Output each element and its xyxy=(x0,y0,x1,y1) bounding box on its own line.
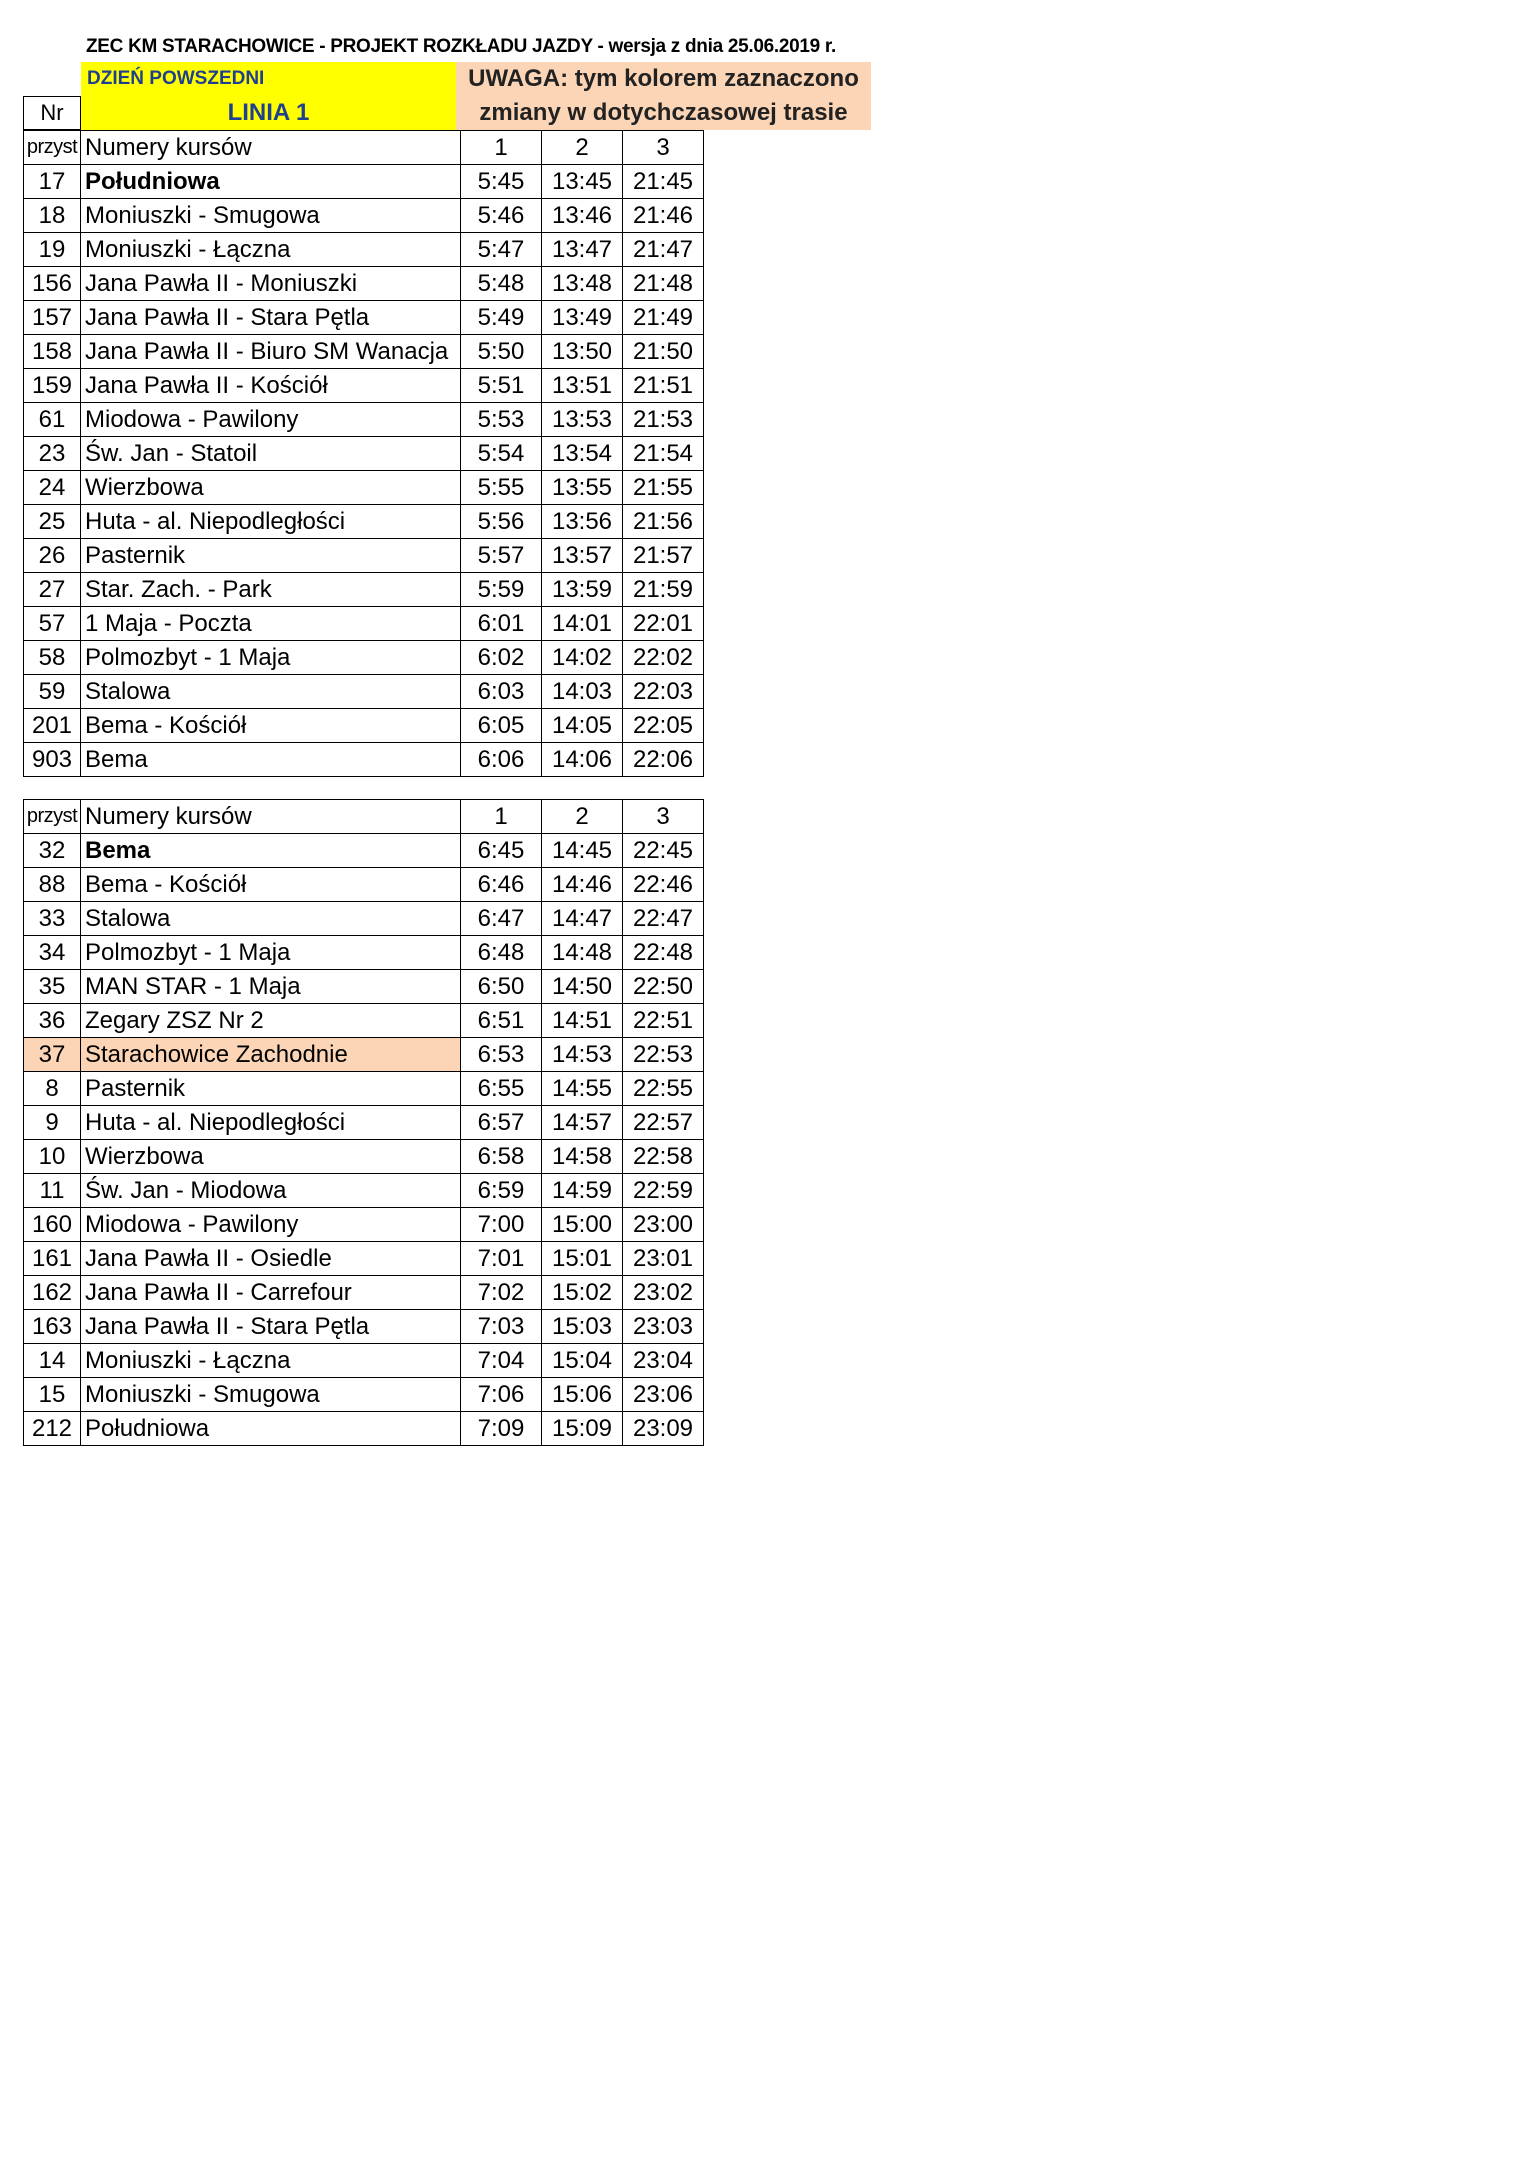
stop-number: 18 xyxy=(24,199,81,233)
departure-time: 5:56 xyxy=(461,505,542,539)
departure-time: 6:57 xyxy=(461,1106,542,1140)
stop-name: Południowa xyxy=(81,165,461,199)
stop-number: 14 xyxy=(24,1344,81,1378)
departure-time: 5:59 xyxy=(461,573,542,607)
departure-time: 14:06 xyxy=(542,743,623,777)
table-row xyxy=(24,539,704,573)
table-row xyxy=(24,868,704,902)
departure-time: 21:56 xyxy=(623,505,704,539)
stop-number: 24 xyxy=(24,471,81,505)
departure-time: 21:47 xyxy=(623,233,704,267)
departure-time: 15:04 xyxy=(542,1344,623,1378)
table-row xyxy=(24,641,704,675)
departure-time: 5:55 xyxy=(461,471,542,505)
departure-time: 7:01 xyxy=(461,1242,542,1276)
stop-name: Jana Pawła II - Moniuszki xyxy=(81,267,461,301)
stop-number: 33 xyxy=(24,902,81,936)
departure-time: 6:47 xyxy=(461,902,542,936)
departure-time: 5:49 xyxy=(461,301,542,335)
departure-time: 6:46 xyxy=(461,868,542,902)
departure-time: 15:03 xyxy=(542,1310,623,1344)
departure-time: 22:59 xyxy=(623,1174,704,1208)
departure-time: 14:48 xyxy=(542,936,623,970)
stop-number: 37 xyxy=(24,1038,81,1072)
table-row xyxy=(24,437,704,471)
departure-time: 5:45 xyxy=(461,165,542,199)
table-row xyxy=(24,1310,704,1344)
departure-time: 15:00 xyxy=(542,1208,623,1242)
departure-time: 22:01 xyxy=(623,607,704,641)
stop-name: Bema xyxy=(81,743,461,777)
stop-name: Św. Jan - Miodowa xyxy=(81,1174,461,1208)
stop-number: 156 xyxy=(24,267,81,301)
table-header-row xyxy=(24,131,704,165)
departure-time: 14:46 xyxy=(542,868,623,902)
nr-header: Nr xyxy=(23,96,81,130)
stop-number: 160 xyxy=(24,1208,81,1242)
document-title: ZEC KM STARACHOWICE - PROJEKT ROZKŁADU JAZDY - wersja z dnia 25.06.2019 r. xyxy=(86,36,836,57)
stop-number: 15 xyxy=(24,1378,81,1412)
departure-time: 23:01 xyxy=(623,1242,704,1276)
departure-time: 14:53 xyxy=(542,1038,623,1072)
trip-numbers-header: Numery kursów xyxy=(81,800,461,834)
stop-name: Star. Zach. - Park xyxy=(81,573,461,607)
departure-time: 22:06 xyxy=(623,743,704,777)
table-row xyxy=(24,936,704,970)
stop-number: 35 xyxy=(24,970,81,1004)
departure-time: 21:53 xyxy=(623,403,704,437)
departure-time: 7:09 xyxy=(461,1412,542,1446)
stop-number: 27 xyxy=(24,573,81,607)
departure-time: 13:55 xyxy=(542,471,623,505)
table-row xyxy=(24,199,704,233)
departure-time: 22:51 xyxy=(623,1004,704,1038)
departure-time: 14:47 xyxy=(542,902,623,936)
departure-time: 23:06 xyxy=(623,1378,704,1412)
departure-time: 22:02 xyxy=(623,641,704,675)
stop-name: Stalowa xyxy=(81,675,461,709)
stop-name: Miodowa - Pawilony xyxy=(81,403,461,437)
table-row xyxy=(24,1242,704,1276)
table-row xyxy=(24,573,704,607)
departure-time: 5:51 xyxy=(461,369,542,403)
stop-number: 17 xyxy=(24,165,81,199)
table-row xyxy=(24,1208,704,1242)
trip-number: 1 xyxy=(461,131,542,165)
departure-time: 7:03 xyxy=(461,1310,542,1344)
table-row xyxy=(24,403,704,437)
stop-number: 26 xyxy=(24,539,81,573)
departure-time: 6:48 xyxy=(461,936,542,970)
table-row xyxy=(24,335,704,369)
departure-time: 7:00 xyxy=(461,1208,542,1242)
departure-time: 15:09 xyxy=(542,1412,623,1446)
departure-time: 6:55 xyxy=(461,1072,542,1106)
departure-time: 14:05 xyxy=(542,709,623,743)
table-row xyxy=(24,1072,704,1106)
stop-name: Polmozbyt - 1 Maja xyxy=(81,936,461,970)
table-row xyxy=(24,1276,704,1310)
table-row xyxy=(24,743,704,777)
departure-time: 13:47 xyxy=(542,233,623,267)
departure-time: 23:00 xyxy=(623,1208,704,1242)
trip-number: 2 xyxy=(542,131,623,165)
stop-number: 159 xyxy=(24,369,81,403)
stop-number: 10 xyxy=(24,1140,81,1174)
table-row xyxy=(24,1412,704,1446)
departure-time: 5:53 xyxy=(461,403,542,437)
table-row xyxy=(24,1004,704,1038)
departure-time: 13:49 xyxy=(542,301,623,335)
table-row xyxy=(24,675,704,709)
stop-number: 23 xyxy=(24,437,81,471)
departure-time: 5:57 xyxy=(461,539,542,573)
departure-time: 6:53 xyxy=(461,1038,542,1072)
departure-time: 21:59 xyxy=(623,573,704,607)
table-row xyxy=(24,1378,704,1412)
departure-time: 14:51 xyxy=(542,1004,623,1038)
departure-time: 6:58 xyxy=(461,1140,542,1174)
stop-number: 61 xyxy=(24,403,81,437)
departure-time: 22:45 xyxy=(623,834,704,868)
departure-time: 23:02 xyxy=(623,1276,704,1310)
departure-time: 13:48 xyxy=(542,267,623,301)
stop-number-header: przyst xyxy=(24,800,81,834)
departure-time: 13:51 xyxy=(542,369,623,403)
stop-name: Polmozbyt - 1 Maja xyxy=(81,641,461,675)
table-header-row xyxy=(24,800,704,834)
departure-time: 13:59 xyxy=(542,573,623,607)
departure-time: 6:50 xyxy=(461,970,542,1004)
departure-time: 23:09 xyxy=(623,1412,704,1446)
stop-name: Wierzbowa xyxy=(81,1140,461,1174)
trip-number: 3 xyxy=(623,800,704,834)
stop-name: Wierzbowa xyxy=(81,471,461,505)
stop-name: Pasternik xyxy=(81,539,461,573)
stop-name: Jana Pawła II - Stara Pętla xyxy=(81,1310,461,1344)
departure-time: 7:06 xyxy=(461,1378,542,1412)
departure-time: 14:45 xyxy=(542,834,623,868)
departure-time: 13:56 xyxy=(542,505,623,539)
departure-time: 6:51 xyxy=(461,1004,542,1038)
stop-number: 162 xyxy=(24,1276,81,1310)
table-row xyxy=(24,607,704,641)
table-row xyxy=(24,970,704,1004)
departure-time: 14:50 xyxy=(542,970,623,1004)
stop-number: 58 xyxy=(24,641,81,675)
departure-time: 21:50 xyxy=(623,335,704,369)
timetable-outbound xyxy=(23,130,704,777)
departure-time: 5:46 xyxy=(461,199,542,233)
stop-number-header: przyst xyxy=(24,131,81,165)
stop-name: Starachowice Zachodnie xyxy=(81,1038,461,1072)
stop-name: Jana Pawła II - Stara Pętla xyxy=(81,301,461,335)
departure-time: 7:02 xyxy=(461,1276,542,1310)
stop-name: Jana Pawła II - Osiedle xyxy=(81,1242,461,1276)
stop-name: Miodowa - Pawilony xyxy=(81,1208,461,1242)
departure-time: 14:02 xyxy=(542,641,623,675)
stop-number: 19 xyxy=(24,233,81,267)
stop-name: Bema xyxy=(81,834,461,868)
line-label: LINIA 1 xyxy=(81,96,456,130)
departure-time: 6:01 xyxy=(461,607,542,641)
stop-name: Huta - al. Niepodległości xyxy=(81,505,461,539)
stop-number: 57 xyxy=(24,607,81,641)
departure-time: 15:06 xyxy=(542,1378,623,1412)
departure-time: 13:54 xyxy=(542,437,623,471)
departure-time: 14:55 xyxy=(542,1072,623,1106)
table-row xyxy=(24,471,704,505)
table-row xyxy=(24,709,704,743)
departure-time: 22:46 xyxy=(623,868,704,902)
stop-number: 158 xyxy=(24,335,81,369)
departure-time: 5:54 xyxy=(461,437,542,471)
stop-name: Moniuszki - Smugowa xyxy=(81,199,461,233)
table-row xyxy=(24,1140,704,1174)
departure-time: 22:58 xyxy=(623,1140,704,1174)
departure-time: 14:03 xyxy=(542,675,623,709)
table-row xyxy=(24,834,704,868)
stop-name: Św. Jan - Statoil xyxy=(81,437,461,471)
departure-time: 21:55 xyxy=(623,471,704,505)
departure-time: 15:02 xyxy=(542,1276,623,1310)
departure-time: 14:59 xyxy=(542,1174,623,1208)
departure-time: 14:58 xyxy=(542,1140,623,1174)
departure-time: 5:50 xyxy=(461,335,542,369)
timetable-return xyxy=(23,799,704,1446)
table-row xyxy=(24,505,704,539)
stop-number: 59 xyxy=(24,675,81,709)
table-row xyxy=(24,301,704,335)
departure-time: 23:04 xyxy=(623,1344,704,1378)
departure-time: 13:45 xyxy=(542,165,623,199)
departure-time: 6:45 xyxy=(461,834,542,868)
departure-time: 14:57 xyxy=(542,1106,623,1140)
stop-name: Huta - al. Niepodległości xyxy=(81,1106,461,1140)
departure-time: 6:02 xyxy=(461,641,542,675)
departure-time: 6:59 xyxy=(461,1174,542,1208)
departure-time: 6:03 xyxy=(461,675,542,709)
stop-number: 25 xyxy=(24,505,81,539)
trip-numbers-header: Numery kursów xyxy=(81,131,461,165)
trip-number: 3 xyxy=(623,131,704,165)
stop-number: 161 xyxy=(24,1242,81,1276)
stop-name: Moniuszki - Smugowa xyxy=(81,1378,461,1412)
departure-time: 22:57 xyxy=(623,1106,704,1140)
stop-name: Bema - Kościół xyxy=(81,868,461,902)
stop-number: 212 xyxy=(24,1412,81,1446)
departure-time: 21:54 xyxy=(623,437,704,471)
stop-name: Jana Pawła II - Kościół xyxy=(81,369,461,403)
table-row xyxy=(24,267,704,301)
table-row xyxy=(24,165,704,199)
change-note: UWAGA: tym kolorem zaznaczono zmiany w dotychczasowej trasie xyxy=(456,62,871,130)
stop-number: 163 xyxy=(24,1310,81,1344)
departure-time: 22:03 xyxy=(623,675,704,709)
stop-name: Jana Pawła II - Biuro SM Wanacja xyxy=(81,335,461,369)
departure-time: 15:01 xyxy=(542,1242,623,1276)
departure-time: 22:05 xyxy=(623,709,704,743)
stop-number: 903 xyxy=(24,743,81,777)
departure-time: 22:53 xyxy=(623,1038,704,1072)
trip-number: 2 xyxy=(542,800,623,834)
stop-number: 32 xyxy=(24,834,81,868)
stop-number: 157 xyxy=(24,301,81,335)
departure-time: 6:06 xyxy=(461,743,542,777)
departure-time: 22:55 xyxy=(623,1072,704,1106)
table-row xyxy=(24,233,704,267)
stop-name: Jana Pawła II - Carrefour xyxy=(81,1276,461,1310)
departure-time: 21:48 xyxy=(623,267,704,301)
trip-number: 1 xyxy=(461,800,542,834)
stop-number: 36 xyxy=(24,1004,81,1038)
departure-time: 21:45 xyxy=(623,165,704,199)
stop-name: Zegary ZSZ Nr 2 xyxy=(81,1004,461,1038)
stop-number: 8 xyxy=(24,1072,81,1106)
departure-time: 23:03 xyxy=(623,1310,704,1344)
table-row xyxy=(24,902,704,936)
departure-time: 6:05 xyxy=(461,709,542,743)
departure-time: 13:57 xyxy=(542,539,623,573)
departure-time: 13:50 xyxy=(542,335,623,369)
departure-time: 14:01 xyxy=(542,607,623,641)
departure-time: 13:53 xyxy=(542,403,623,437)
departure-time: 13:46 xyxy=(542,199,623,233)
table-row xyxy=(24,1106,704,1140)
departure-time: 21:49 xyxy=(623,301,704,335)
stop-number: 9 xyxy=(24,1106,81,1140)
departure-time: 21:46 xyxy=(623,199,704,233)
stop-name: Moniuszki - Łączna xyxy=(81,233,461,267)
table-row xyxy=(24,369,704,403)
stop-number: 11 xyxy=(24,1174,81,1208)
departure-time: 21:51 xyxy=(623,369,704,403)
departure-time: 5:47 xyxy=(461,233,542,267)
stop-name: MAN STAR - 1 Maja xyxy=(81,970,461,1004)
departure-time: 22:50 xyxy=(623,970,704,1004)
departure-time: 7:04 xyxy=(461,1344,542,1378)
table-row xyxy=(24,1174,704,1208)
stop-name: Moniuszki - Łączna xyxy=(81,1344,461,1378)
day-type-label: DZIEŃ POWSZEDNI xyxy=(81,62,456,96)
table-row xyxy=(24,1038,704,1072)
departure-time: 22:48 xyxy=(623,936,704,970)
stop-name: 1 Maja - Poczta xyxy=(81,607,461,641)
table-row xyxy=(24,1344,704,1378)
stop-number: 201 xyxy=(24,709,81,743)
departure-time: 5:48 xyxy=(461,267,542,301)
stop-number: 34 xyxy=(24,936,81,970)
departure-time: 22:47 xyxy=(623,902,704,936)
stop-name: Południowa xyxy=(81,1412,461,1446)
stop-number: 88 xyxy=(24,868,81,902)
stop-name: Stalowa xyxy=(81,902,461,936)
stop-name: Pasternik xyxy=(81,1072,461,1106)
stop-name: Bema - Kościół xyxy=(81,709,461,743)
departure-time: 21:57 xyxy=(623,539,704,573)
